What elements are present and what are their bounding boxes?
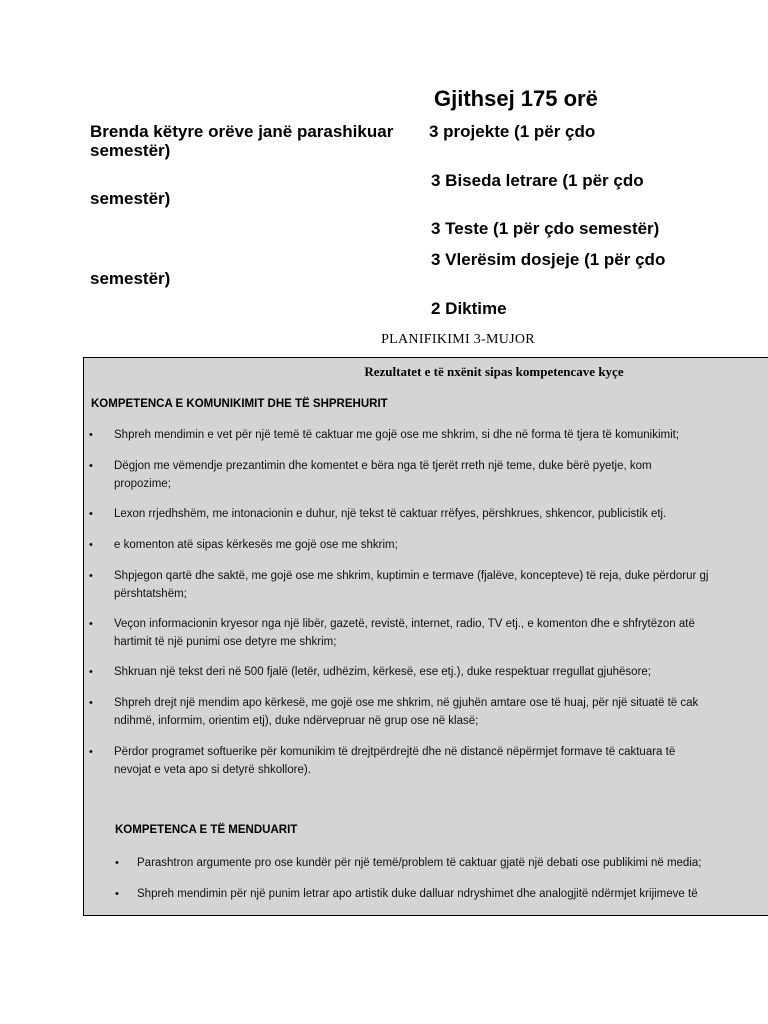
bullet-icon: • — [89, 539, 93, 551]
intro-text-line1: Brenda këtyre orëve janë parashikuar — [90, 122, 394, 141]
bullet-icon: • — [89, 570, 93, 582]
section-thinking-heading: KOMPETENCA E TË MENDUARIT — [115, 824, 298, 836]
requirement-portfolio: 3 Vlerësim dosjeje (1 për çdo — [431, 250, 666, 269]
bullet-icon: • — [115, 888, 119, 900]
box-title: Rezultatet e të nxënit sipas kompetencave kyçe — [364, 364, 624, 379]
requirement-projects: 3 projekte (1 për çdo — [429, 122, 596, 141]
bullet-icon: • — [115, 857, 119, 869]
requirement-literary-talks: 3 Biseda letrare (1 për çdo — [431, 171, 644, 190]
competences-box: Rezultatet e të nxënit sipas kompetencave kyçe KOMPETENCA E KOMUNIKIMIT DHE TË SHPREHURIT • Shpreh mendimin e vet për një temë të caktuar me gojë ose me shkrim, si dhe në forma të tjera të komunikimit; • Dëgjon me vëmendje prezantimin dhe komentet e bëra nga të tjerët rreth një teme, duke bërë pyetje, kom propozime; • Lexon rrjedhshëm, me intonacionin e duhur, një tekst të caktuar rrëfyes, përshkrues, shkencor, publicistik etj. • e komenton atë sipas kërkesës me gojë ose me shkrim; • Shpjegon qartë dhe saktë, me gojë ose me shkrim, kuptimin e termave (fjalëve, koncepteve) të reja, duke përdorur gj përshtatshëm; • Veçon informacionin kryesor nga një libër, gazetë, revistë, internet, radio, TV etj., e komenton dhe e shfrytëzon atë hartimit të një punimi ose detyre me shkrim; • Shkruan një tekst deri në 500 fjalë (letër, udhëzim, kërkesë, ese etj.), duke respektuar rregullat gjuhësore; • Shpreh drejt një mendim apo kërkesë, me gojë ose me shkrim, në gjuhën amtare ose të huaj, për një situatë të cak ndihmë, informim, orientim etj), duke ndërvepruar në grup ose në klasë; • Përdor programet softuerike për komunikim të drejtpërdrejtë dhe në distancë nëpërmjet formave të caktuara të nevojat e veta apo si detyrë shkollore). KOMPETENCA E TË MENDUARIT • Parashtron argumente pro ose kundër për një temë/problem të caktuar gjatë një debati ose publikimi në media; • Shpreh mendimin për një punim letrar apo artistik duke dalluar ndryshimet dhe analogjitë ndërmjet krijimeve të — [83, 357, 768, 916]
bullet-icon: • — [89, 429, 93, 441]
requirement-literary-talks-cont: semestër) — [90, 189, 171, 208]
requirement-dictations: 2 Diktime — [431, 299, 507, 318]
section-communication-heading: KOMPETENCA E KOMUNIKIMIT DHE TË SHPREHURIT — [91, 398, 388, 410]
bullet-icon: • — [89, 746, 93, 758]
intro-text-line2: semestër) — [90, 141, 171, 160]
bullet-icon: • — [89, 618, 93, 630]
plan-title: PLANIFIKIMI 3-MUJOR — [381, 332, 535, 347]
requirement-portfolio-cont: semestër) — [90, 269, 171, 288]
page-title: Gjithsej 175 orë — [434, 86, 598, 111]
bullet-icon: • — [89, 508, 93, 520]
requirement-tests: 3 Teste (1 për çdo semestër) — [431, 219, 660, 238]
bullet-icon: • — [89, 697, 93, 709]
bullet-icon: • — [89, 460, 93, 472]
bullet-icon: • — [89, 666, 93, 678]
